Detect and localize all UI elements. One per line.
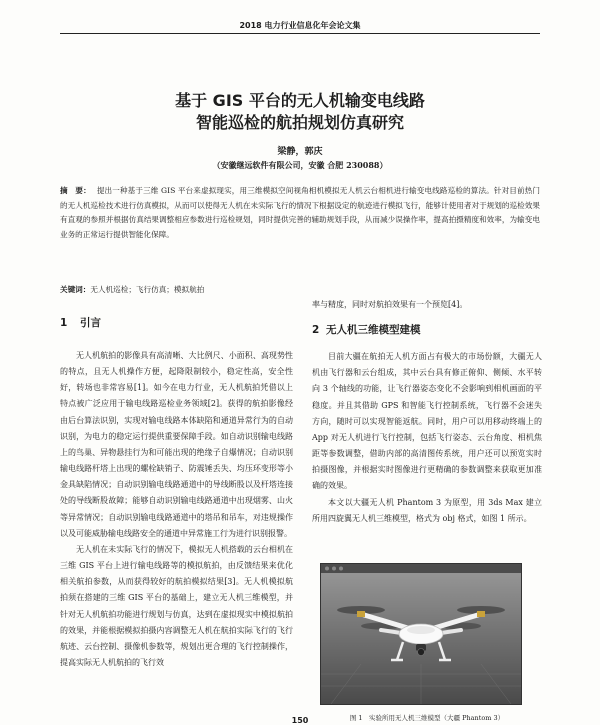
- section-2-title: 无人机三维模型建模: [326, 324, 421, 337]
- title-line-2: 智能巡检的航拍规划仿真研究: [195, 113, 404, 132]
- affiliation: （安徽继远软件有限公司，安徽 合肥 230088）: [212, 160, 388, 170]
- section-1-paragraph-1: 无人机航拍的影像具有高清晰、大比例尺、小面积、高现势性的特点，且无人机操作方便，起降限制较小，稳定性高，安全性好，转场也非常容易[1]。如今在电力行业，无人机航拍凭借以上特点被广泛应用于输电线路巡检业务领域[2]。获得的航拍影像经由后台算法识别，实现对输电线路本体缺陷和通道异常行为的自动识别，为电力的稳定运行提供重要保障手段。如自动识别输电线路上的鸟巢、异物悬挂行为和可能出现的绝缘子自爆情况；自动识别输电线路杆塔上出现的螺栓缺销子、防震锤丢失、均压环变形等小金具缺陷情况；自动识别输电线路通道中的导线断股以及杆塔连接处的导线断股故障；能够自动识别输电线路通道中出现烟雾、山火等异常情况；自动识别输电线路通道中的塔吊和吊车，对违规操作以及可能威胁输电线路安全的通道中异常施工行为进行识别报警。: [60, 351, 293, 538]
- section-2-paragraph-2: 本文以大疆无人机 Phantom 3 为原型，用 3ds Max 建立所用四旋翼无人机三维模型，格式为 obj 格式，如图 1 所示。: [312, 497, 542, 523]
- header-rule: [60, 33, 540, 34]
- section-1-heading: [60, 314, 293, 332]
- drone-illustration: [321, 564, 521, 704]
- section-2-paragraph-1: 目前大疆在航拍无人机方面占有极大的市场份额，大疆无人机由飞行器和云台组成，其中云台具有修正俯仰、侧倾、水平转向 3 个轴线的功能，让飞行器姿态变化不会影响到相机画面的平稳度。并且其借助 GPS 和智能飞行控制系统，飞行器不会迷失方向，随时可以实现智能返航。同时，用户可以用移动终端上的 App 对无人机进行飞行控制，包括飞行姿态、云台角度、相机焦距等参数调整，借助内部的高清图传系统，用户还可以预览实时拍摄图像，并根据实时图像进行更精确的参数调整来获取更加准确的效果。: [312, 352, 542, 491]
- keywords-label: 关键词：: [60, 285, 91, 294]
- left-column: [60, 314, 293, 671]
- figure-caption: 图 1 实验所用无人机三维模型（大疆 Phantom 3）: [349, 714, 505, 722]
- keywords: [60, 284, 204, 295]
- section-1-paragraph-2: 无人机在未实际飞行的情况下，模拟无人机搭载的云台相机在三维 GIS 平台上进行输电线路等的模拟航拍，由反馈结果来优化相关航拍参数，从而获得较好的航拍模拟结果[3]。无人机模拟航拍须在搭建的三维 GIS 平台的基础上，建立无人机三维模型，并针对无人机航拍功能进行规划与仿真，达到在虚拟现实中模拟航拍的效果，并能根据模拟拍摄内容调整无人机在航拍实际飞行的飞行航迹、云台控制、摄像机参数等，规划出更合理的飞行控制操作，提高实际无人机航拍的飞行效: [60, 544, 293, 667]
- section-1-title: 引言: [80, 317, 101, 329]
- authors: 梁静，郭庆: [277, 147, 323, 157]
- right-column: [312, 297, 542, 527]
- page-number: 150: [291, 716, 309, 725]
- section-2-heading: [312, 321, 542, 339]
- abstract: [60, 184, 540, 242]
- abstract-text: 提出一种基于三维 GIS 平台来虚拟现实，用三维模拟空间视角相机模拟无人机云台相机进行输变电线路巡检的算法。针对目前热门的无人机巡检技术进行仿真模拟，从而可以使得无人机在未实际飞行的情况下根据设定的航迹进行模拟飞行，能够计使用者对于规划的巡检效果有直观的参照并根据仿真结果调整相应参数进行巡检规划，同时提供完善的辅助规划手段，从而减少误操作率，提高拍摄精度和效率，为输变电业务的正常运行提供智能化保障。: [60, 186, 541, 239]
- paper-title: [0, 90, 600, 134]
- keywords-text: 无人机巡检；飞行仿真；模拟航拍: [90, 285, 205, 294]
- abstract-label: 摘 要：: [60, 186, 91, 195]
- title-line-1: 基于 GIS 平台的无人机输变电线路: [175, 91, 425, 110]
- section-2-number: 2: [312, 324, 320, 337]
- continued-text: 率与精度，同时对航拍效果有一个预览[4]。: [312, 300, 468, 309]
- running-header: 2018 电力行业信息化年会论文集: [239, 21, 361, 30]
- drone-3d-model-figure: [320, 563, 522, 705]
- section-1-number: 1: [60, 317, 68, 329]
